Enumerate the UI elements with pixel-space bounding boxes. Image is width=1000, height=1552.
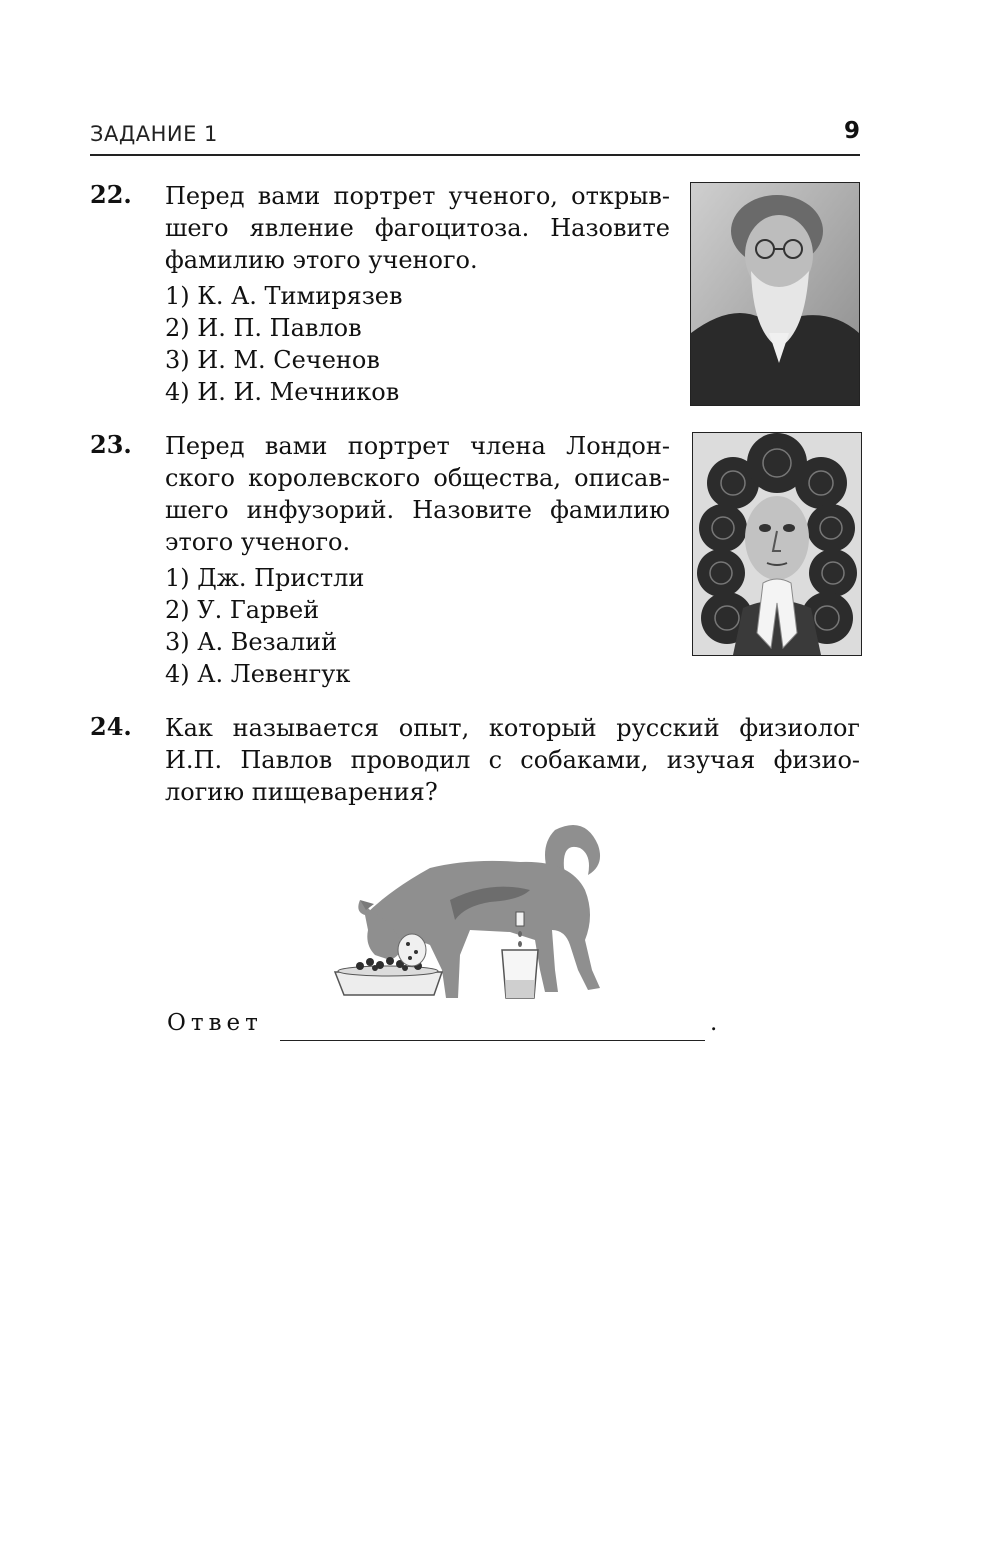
question-line: Перед вами портрет ученого, открыв-	[165, 182, 670, 210]
option-4: 4) И. И. Мечников	[165, 378, 400, 406]
question-line: этого ученого.	[165, 528, 351, 556]
question-line: логию пищеварения?	[165, 778, 438, 806]
task-question	[165, 180, 670, 276]
dog-experiment-illustration	[330, 820, 630, 1005]
task-number: 22.	[90, 180, 132, 209]
task-question	[165, 712, 860, 808]
option-1: 1) Дж. Пристли	[165, 564, 365, 592]
answer-label: Ответ	[167, 1010, 263, 1036]
task-question	[165, 430, 670, 558]
question-line: ского королевского общества, описав-	[165, 464, 670, 492]
question-line: Как называется опыт, который русский физиолог	[165, 714, 860, 742]
answer-options	[165, 280, 403, 408]
option-1: 1) К. А. Тимирязев	[165, 282, 403, 310]
section-title: ЗАДАНИЕ 1	[90, 122, 218, 146]
page-header	[90, 118, 860, 156]
portrait-leeuwenhoek	[692, 432, 862, 656]
answer-options	[165, 562, 364, 690]
question-line: шего инфузорий. Назовите фамилию	[165, 496, 670, 524]
question-line: шего явление фагоцитоза. Назовите	[165, 214, 670, 242]
question-line: И.П. Павлов проводил с собаками, изучая физио-	[165, 746, 860, 774]
option-3: 3) А. Везалий	[165, 628, 338, 656]
answer-end-dot: .	[710, 1010, 718, 1036]
task-number: 23.	[90, 430, 132, 459]
portrait-mechnikov	[690, 182, 860, 406]
option-2: 2) И. П. Павлов	[165, 314, 362, 342]
page-number: 9	[843, 118, 860, 144]
option-4: 4) А. Левенгук	[165, 660, 351, 688]
portrait-image	[691, 183, 859, 405]
portrait-image	[693, 433, 861, 655]
question-line: фамилию этого ученого.	[165, 246, 478, 274]
option-2: 2) У. Гарвей	[165, 596, 320, 624]
question-line: Перед вами портрет члена Лондон-	[165, 432, 670, 460]
option-3: 3) И. М. Сеченов	[165, 346, 380, 374]
answer-input-line[interactable]	[280, 1040, 705, 1041]
task-number: 24.	[90, 712, 132, 741]
